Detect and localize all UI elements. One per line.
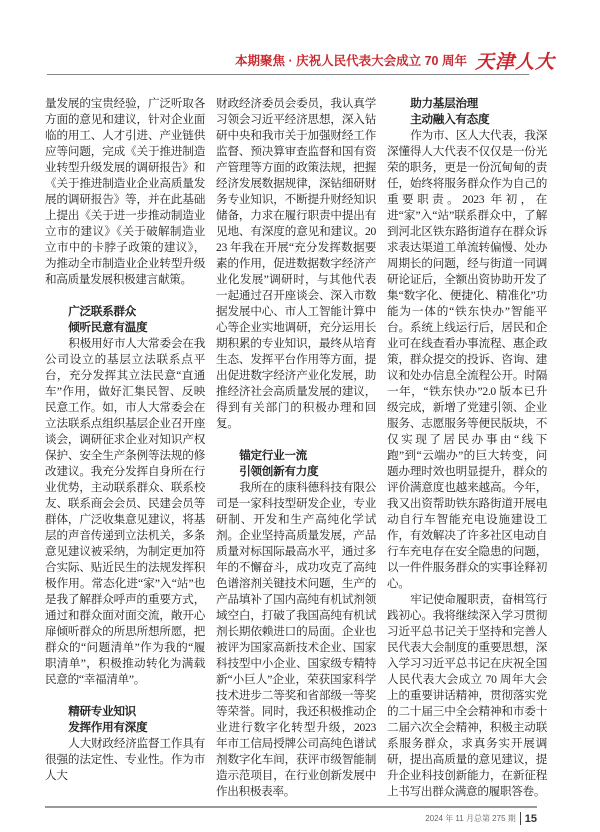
section-subheading: 主动融入有态度 (410, 113, 490, 126)
issue-info: 2024 年 11 月总第 275 期 (425, 814, 516, 823)
section-heading: 锚定行业一流 (239, 449, 307, 462)
section-subheading: 倾听民意有温度 (68, 321, 148, 334)
section-subheading: 发挥作用有深度 (68, 721, 148, 734)
article-columns (45, 96, 547, 800)
page-footer (45, 806, 547, 832)
spacer (216, 432, 376, 448)
article-column-1 (45, 96, 205, 784)
section-heading: 精研专业知识 (68, 705, 136, 718)
spacer (45, 688, 205, 704)
page-number: 15 (524, 812, 537, 825)
section-heading: 助力基层治理 (410, 97, 478, 110)
paragraph: 人大财政经济监督工作具有很强的法定性、专业性。作为市人大 (45, 737, 205, 782)
paragraph: 财政经济委员会委员，我认真学习领会习近平经济思想，深入钻研中央和我市关于加强财经工作监督、预决算审查监督和国有资产管理等方面的政策法规，把握经济发展数据规律，深钻细研财务专业知识，不断提升财经知识储备，力求在履行职责中提出有见地、有深度的意见和建议。2023 年我在开展“充分发挥数据要素的作用，促进数据数字经济产业化发展”调研时，与其他代表一起通过召开座谈会、深入市数据发展中心、市人工智能计算中心等企业实地调研，充分运用长期积累的专业知识，最终从培育生态、发挥平台作用等方面，提出促进数字经济产业化发展，助推经济社会高质量发展的建议，得到有关部门的积极办理和回复。 (216, 97, 376, 430)
section-subheading: 引领创新有力度 (239, 465, 319, 478)
page-header (47, 46, 555, 74)
footer-divider (45, 806, 537, 808)
spacer (45, 288, 205, 304)
footer-info (425, 812, 537, 825)
paragraph: 牢记使命履职责，奋楫笃行践初心。我将继续深入学习贯彻习近平总书记关于坚持和完善人民代表大会制度的重要思想，深入学习习近平总书记在庆祝全国人民代表大会成立 70 周年大会上的重要讲话精神，贯彻落实党的二十届三中全会精神和市委十二届六次全会精神，积极主动联系服务群众，求真务实开展调研，提出高质量的意见建议，提升企业科技创新能力，在新征程上书写出群众满意的履职答卷。 (387, 593, 547, 798)
magazine-logo: 天津人大 (474, 50, 555, 73)
paragraph: 积极用好市人大常委会在我公司设立的基层立法联系点平台，充分发挥其立法民意“直通车”作用，做好汇集民智、反映民意工作。如，市人大常委会在立法联系点组织基层企业召开座谈会，调研征求企业对知识产权保护、安全生产条例等法规的修改建议。我充分发挥自身所在行业优势，主动联系群众、联系校友、联系商会会员、民建会员等群体，广泛收集意见建议，将基层的声音传递到立法机关，多条意见建议被采纳，为制定更加符合实际、贴近民生的法规发挥积极作用。常态化进“家”入“站”也是我了解群众呼声的重要方式，通过和群众面对面交流，敞开心扉倾听群众的所思所想所愿，把群众的“问题清单”作为我的“履职清单”，积极推动转化为满载民意的“幸福清单”。 (45, 337, 205, 686)
section-title: 本期聚焦 · 庆祝人民代表大会成立 70 周年 (235, 54, 467, 68)
article-column-2 (216, 96, 376, 800)
paragraph: 量发展的宝贵经验，广泛听取各方面的意见和建议，针对企业面临的用工、人才引进、产业链供应等问题，完成《关于推进制造业转型升级发展的调研报告》和《关于推进制造业企业高质量发展的调研报告》等，并在此基础上提出《关于进一步推动制造业立市的建议》《关于破解制造业立市中的卡脖子政策的建议》，为推动全市制造业企业转型升级和高质量发展积极建言献策。 (45, 97, 205, 286)
article-column-3 (387, 96, 547, 800)
paragraph: 我所在的康科德科技有限公司是一家科技型研发企业，专业研制、开发和生产高纯化学试剂。企业坚持高质量发展，产品质量对标国际最高水平，通过多年的不懈奋斗，成功攻克了高纯色谱溶剂关键技术问题，生产的产品填补了国内高纯有机试剂领域空白，打破了我国高纯有机试剂长期依赖进口的局面。企业也被评为国家高新技术企业、国家科技型中小企业、国家级专精特新“小巨人”企业，荣获国家科学技术进步二等奖和省部级一等奖等荣誉。同时，我还积极推动企业进行数字化转型升级，2023 年市工信局授牌公司高纯色谱试剂数字化车间，获评市级智能制造示范项目，在行业创新发展中作出积极表率。 (216, 481, 376, 798)
paragraph: 作为市、区人大代表，我深深懂得人大代表不仅仅是一份光荣的职务，更是一份沉甸甸的责任，始终将服务群众作为自己的重要职责。2023 年初，在进“家”入“站”联系群众中，了解到河北区铁东路街道存在群众诉求表达渠道工单流转偏慢、处办周期长的问题，经与街道一同调研论证后，全额出资协助开发了集“数字化、便捷化、精准化”功能为一体的“铁东快办”智能平台。系统上线运行后，居民和企业可在线查看办事流程、惠企政策，群众提交的投诉、咨询、建议和处办信息全流程公开。时隔一年，“铁东快办”2.0 版本已升级完成，新增了党建引领、企业服务、志愿服务等便民版块，不仅实现了居民办事由“线下跑”到“云端办”的巨大转变，问题办理时效也明显提升，群众的评价满意度也越来越高。今年，我又出资帮助铁东路街道开展电动自行车智能充电设施建设工作，有效解决了许多社区电动自行车充电存在安全隐患的问题，以一件件服务群众的实事诠释初心。 (387, 129, 547, 590)
section-heading: 广泛联系群众 (68, 305, 136, 318)
article-body (45, 96, 547, 832)
header-divider (47, 74, 529, 75)
footer-separator (520, 812, 521, 825)
